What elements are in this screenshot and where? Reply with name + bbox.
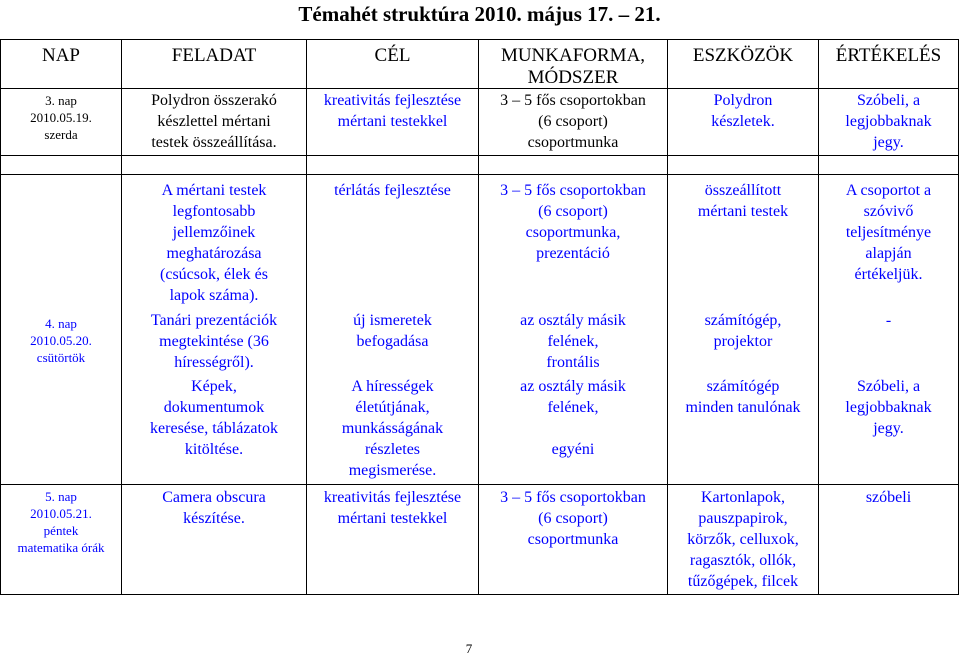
day3-cel-line: kreativitás fejlesztése — [323, 489, 462, 506]
day2-r1-eszkozok — [668, 180, 818, 222]
day3-eszkozok-line: Kartonlapok, — [701, 489, 785, 506]
day2-r1-ertekeles-line: teljesítménye — [845, 224, 932, 241]
page-title: Témahét struktúra 2010. május 17. – 21. — [298, 2, 661, 26]
day2-r1-cel-line: térlátás fejlesztése — [334, 182, 451, 199]
day3-name — [1, 488, 121, 556]
day2-r1-feladat-line: (csúcsok, élek és — [160, 266, 268, 283]
day2-r2-eszkozok-line: projektor — [713, 333, 773, 350]
day2-r3-feladat-line: kitöltése. — [184, 441, 244, 458]
day3-feladat — [122, 487, 306, 529]
day2-r1-cel — [307, 180, 478, 201]
day1-ertekeles-line: Szóbeli, a — [856, 92, 921, 109]
day2-r1-feladat-line: jellemzőinek — [172, 224, 256, 241]
day3-name-line: péntek — [43, 523, 79, 538]
header-eszkozok: ESZKÖZÖK — [692, 45, 794, 66]
day2-r3-eszkozok-line: számítógép — [706, 378, 780, 395]
day2-r3-cel-line: részletes — [364, 441, 421, 458]
day1-name-line: szerda — [44, 127, 78, 142]
day1-eszkozok-line: Polydron — [713, 92, 773, 109]
day2-r2-ertekeles-line: - — [885, 312, 892, 329]
day2-r3-ertekeles-line: jegy. — [873, 420, 904, 437]
day3-cel-line: mértani testekkel — [337, 510, 448, 527]
day3-munkaforma-line: (6 csoport) — [538, 510, 608, 527]
day1-name — [1, 92, 121, 143]
day1-ertekeles-line: jegy. — [873, 134, 904, 151]
day1-name-line: 3. nap — [45, 93, 77, 108]
header-munkaforma — [479, 45, 667, 89]
day2-r1-ertekeles — [819, 180, 958, 285]
day1-name-line: 2010.05.19. — [30, 110, 92, 125]
header-cel: CÉL — [374, 45, 411, 66]
day3-name-line: 2010.05.21. — [30, 506, 92, 521]
day2-r3-ertekeles — [819, 376, 958, 439]
day1-munkaforma-line: 3 – 5 fős csoportokban — [500, 92, 646, 109]
header-nap: NAP — [41, 45, 80, 66]
day2-r1-munkaforma-line: csoportmunka, — [525, 224, 621, 241]
day2-r3-cel-line: munkásságának — [341, 420, 444, 437]
header-munkaforma-line1: MUNKAFORMA, — [500, 45, 646, 66]
day3-munkaforma-line: csoportmunka — [527, 531, 619, 548]
day2-r3-feladat — [122, 376, 306, 460]
day2-r1-munkaforma-line: (6 csoport) — [538, 203, 608, 220]
day3-ertekeles-line: szóbeli — [865, 489, 912, 506]
day3-ertekeles — [819, 487, 958, 508]
day2-r2-cel-line: új ismeretek — [353, 312, 432, 329]
day3-feladat-line: Camera obscura — [162, 489, 266, 506]
day2-r1-eszkozok-line: összeállított — [704, 182, 782, 199]
day1-feladat — [122, 90, 306, 153]
day1-cel-line: kreativitás fejlesztése — [323, 92, 462, 109]
page-number: 7 — [465, 641, 473, 656]
day2-r3-munkaforma-line — [479, 418, 667, 439]
day2-r3-feladat-line: dokumentumok — [163, 399, 265, 416]
day2-r3-cel-line: A hírességek — [351, 378, 434, 395]
header-munkaforma-line2: MÓDSZER — [527, 67, 619, 88]
day2-r1-ertekeles-line: alapján — [865, 245, 912, 262]
day2-r1-feladat-line: A mértani testek — [161, 182, 267, 199]
day1-eszkozok-line: készletek. — [711, 113, 775, 130]
day2-r1-ertekeles-line: A csoportot a — [845, 182, 932, 199]
day2-r2-feladat — [122, 310, 306, 373]
day2-r3-eszkozok — [668, 376, 818, 418]
day1-ertekeles — [819, 90, 958, 153]
day2-r2-munkaforma-line: felének, — [547, 333, 599, 350]
day2-r2-cel — [307, 310, 478, 352]
day2-r1-ertekeles-line: szóvivő — [863, 203, 914, 220]
day2-r2-feladat-line: Tanári prezentációk — [150, 312, 278, 329]
day2-r3-eszkozok-line: minden tanulónak — [685, 399, 801, 416]
day2-r1-feladat-line: legfontosabb — [172, 203, 256, 220]
day2-r3-munkaforma — [479, 376, 667, 460]
day3-eszkozok-line: ragasztók, ollók, — [689, 552, 797, 569]
day2-r1-munkaforma-line: 3 – 5 fős csoportokban — [500, 182, 646, 199]
day2-name-line: 2010.05.20. — [30, 333, 92, 348]
day2-r1-eszkozok-line: mértani testek — [697, 203, 789, 220]
day2-r2-munkaforma — [479, 310, 667, 373]
day2-r2-feladat-line: hírességről). — [174, 354, 254, 371]
day2-r3-munkaforma-line: felének, — [547, 399, 599, 416]
day2-r2-eszkozok-line: számítógép, — [704, 312, 782, 329]
day3-name-line: 5. nap — [45, 489, 77, 504]
day2-r3-feladat-line: keresése, táblázatok — [150, 420, 278, 437]
day3-cel — [307, 487, 478, 529]
day2-r3-ertekeles-line: legjobbaknak — [845, 399, 932, 416]
day2-name — [1, 315, 121, 366]
day3-eszkozok-line: körzők, celluxok, — [687, 531, 799, 548]
day1-feladat-line: testek összeállítása. — [151, 134, 277, 151]
day2-r3-feladat-line: Képek, — [191, 378, 237, 395]
day3-feladat-line: készítése. — [183, 510, 245, 527]
day1-cel — [307, 90, 478, 132]
day1-cel-line: mértani testekkel — [337, 113, 448, 130]
day3-eszkozok-line: pauszpapirok, — [698, 510, 788, 527]
day2-r2-ertekeles — [819, 310, 958, 331]
day1-ertekeles-line: legjobbaknak — [845, 113, 932, 130]
day2-r3-cel-line: életútjának, — [355, 399, 430, 416]
day2-r3-ertekeles-line: Szóbeli, a — [856, 378, 921, 395]
day2-r2-munkaforma-line: frontális — [546, 354, 600, 371]
day2-r1-feladat-line: lapok száma). — [169, 287, 259, 304]
day1-munkaforma — [479, 90, 667, 153]
day1-feladat-line: Polydron összerakó — [151, 92, 277, 109]
header-ertekeles: ÉRTÉKELÉS — [835, 45, 942, 66]
day2-r2-feladat-line: megtekintése (36 — [159, 333, 269, 350]
day3-eszkozok-line: tűzőgépek, filcek — [687, 573, 799, 590]
day2-r1-ertekeles-line: értékeljük. — [854, 266, 923, 283]
day1-munkaforma-line: (6 csoport) — [538, 113, 608, 130]
day2-r3-cel-line: megismerése. — [348, 462, 437, 479]
day2-r2-cel-line: befogadása — [356, 333, 429, 350]
day2-r1-munkaforma-line: prezentáció — [536, 245, 610, 262]
header-feladat: FELADAT — [171, 45, 257, 66]
day2-r1-feladat-line: meghatározása — [166, 245, 262, 262]
day1-eszkozok — [668, 90, 818, 132]
day1-munkaforma-line: csoportmunka — [527, 134, 619, 151]
day3-munkaforma-line: 3 – 5 fős csoportokban — [500, 489, 646, 506]
day1-feladat-line: készlettel mértani — [157, 113, 271, 130]
day2-r3-munkaforma-line: egyéni — [551, 441, 595, 458]
day3-munkaforma — [479, 487, 667, 550]
day3-name-line: matematika órák — [17, 540, 105, 555]
day2-name-line: 4. nap — [45, 316, 77, 331]
day2-r3-cel — [307, 376, 478, 481]
day2-r2-eszkozok — [668, 310, 818, 352]
day2-name-line: csütörtök — [36, 350, 86, 365]
day2-r1-feladat — [122, 180, 306, 306]
day2-r1-munkaforma — [479, 180, 667, 264]
day3-eszkozok — [668, 487, 818, 592]
day2-r2-munkaforma-line: az osztály másik — [520, 312, 626, 329]
day2-r3-munkaforma-line: az osztály másik — [520, 378, 626, 395]
